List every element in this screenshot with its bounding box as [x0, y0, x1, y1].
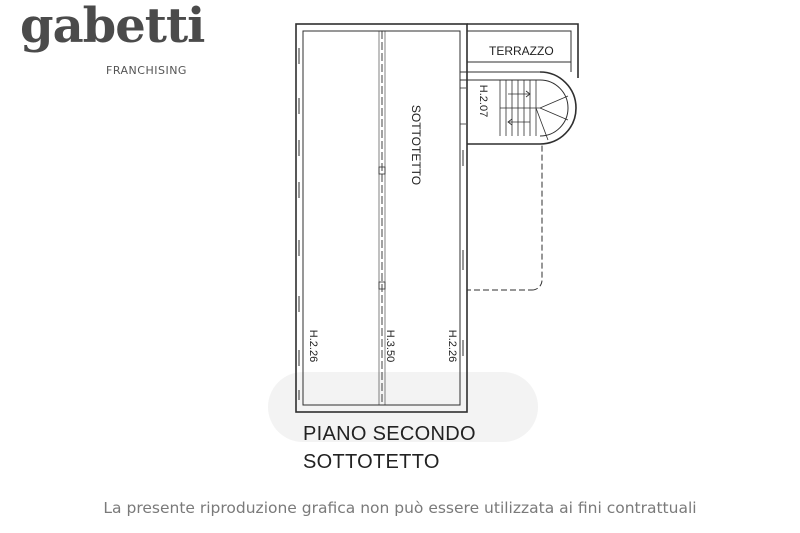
brand-name: gabetti	[20, 0, 205, 54]
plan-title-line1: PIANO SECONDO	[303, 423, 476, 445]
plan-title	[303, 420, 476, 476]
disclaimer-text: La presente riproduzione grafica non può essere utilizzata ai fini contrattuali	[103, 499, 697, 517]
terrace-label: TERRAZZO	[489, 44, 554, 58]
stair-steps	[500, 80, 568, 140]
brand-subtitle: FRANCHISING	[106, 64, 187, 77]
attic-label: SOTTOTETTO	[409, 104, 423, 186]
height-right-label: H.2.26	[446, 329, 458, 363]
attic-inner-wall	[303, 31, 460, 405]
height-center-label: H.3.50	[384, 329, 396, 363]
plan-title-line2: SOTTOTETTO	[303, 451, 440, 473]
height-left-label: H.2.26	[307, 329, 319, 363]
stair-height-label: H.2.07	[477, 84, 489, 118]
attic-outer-wall	[296, 24, 467, 412]
